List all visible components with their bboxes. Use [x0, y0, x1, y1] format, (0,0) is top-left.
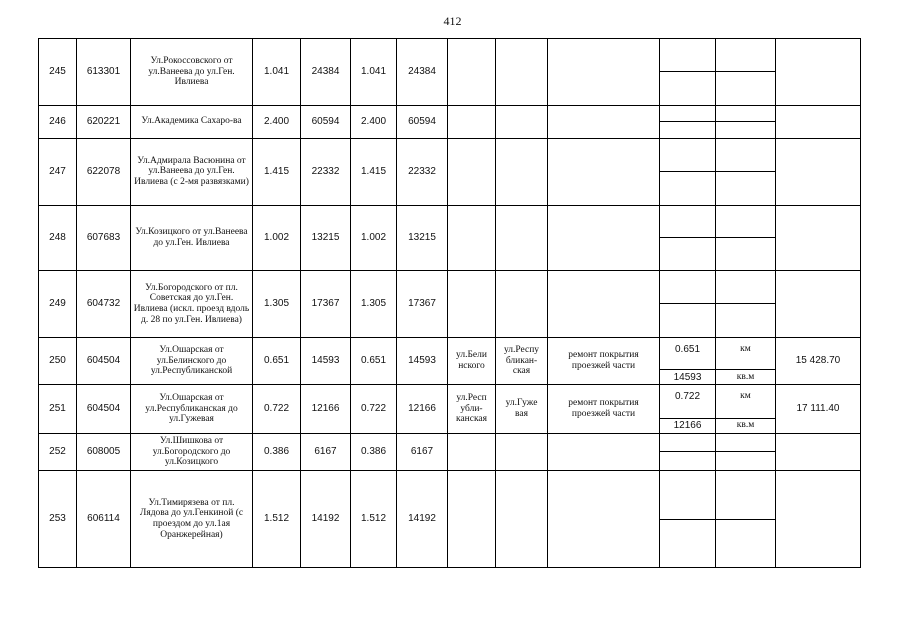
cost-cell: [776, 138, 861, 205]
quantity-top: [660, 434, 715, 453]
road-code-cell: 604504: [77, 337, 131, 384]
area-total-cell: 22332: [301, 138, 351, 205]
section-to-cell: [496, 105, 548, 138]
unit-top: [716, 206, 775, 239]
road-code-cell: 613301: [77, 39, 131, 106]
unit-bottom: [716, 520, 775, 567]
section-to-cell: [496, 271, 548, 338]
road-code-cell: 608005: [77, 433, 131, 470]
row-number-cell: 249: [39, 271, 77, 338]
length-total-cell: 0.386: [253, 433, 301, 470]
work-type-cell: ремонт покрытия проезжей части: [548, 385, 660, 433]
section-to-cell: ул.Респу бликан-ская: [496, 337, 548, 384]
quantity-cell: [660, 433, 716, 470]
road-name-cell: Ул.Тимирязева от пл. Лядова до ул.Генкиной (с проездом до ул.1ая Оранжерейная): [131, 471, 253, 568]
length-municipal-cell: 1.512: [351, 471, 397, 568]
section-to-cell: [496, 471, 548, 568]
row-number-cell: 252: [39, 433, 77, 470]
road-name-cell: Ул.Ошарская от ул.Республиканская до ул.Гужевая: [131, 385, 253, 433]
quantity-bottom: [660, 172, 715, 204]
table-row: [39, 205, 861, 271]
unit-bottom: [716, 122, 775, 138]
road-code-cell: 620221: [77, 105, 131, 138]
row-number-cell: 247: [39, 138, 77, 205]
quantity-cell: [660, 337, 716, 384]
area-municipal-cell: 14192: [397, 471, 448, 568]
road-name-cell: Ул.Рокоссовского от ул.Ванеева до ул.Ген. Ивлиева: [131, 39, 253, 106]
quantity-cell: [660, 105, 716, 138]
area-municipal-cell: 22332: [397, 138, 448, 205]
table-row: [39, 471, 861, 568]
road-code-cell: 606114: [77, 471, 131, 568]
page-number: 412: [443, 14, 462, 28]
length-municipal-cell: 2.400: [351, 105, 397, 138]
work-type-cell: [548, 271, 660, 338]
unit-cell: [716, 433, 776, 470]
quantity-cell: [660, 385, 716, 433]
unit-top: км: [716, 385, 775, 418]
cost-cell: [776, 105, 861, 138]
table-row: [39, 385, 861, 433]
area-total-cell: 13215: [301, 205, 351, 271]
work-type-cell: ремонт покрытия проезжей части: [548, 337, 660, 384]
unit-cell: [716, 105, 776, 138]
area-total-cell: 6167: [301, 433, 351, 470]
unit-top: км: [716, 338, 775, 370]
section-from-cell: [448, 471, 496, 568]
work-type-cell: [548, 433, 660, 470]
road-name-cell: Ул.Академика Сахаро-ва: [131, 105, 253, 138]
quantity-bottom: [660, 72, 715, 104]
work-type-cell: [548, 105, 660, 138]
length-municipal-cell: 1.002: [351, 205, 397, 271]
road-code-cell: 607683: [77, 205, 131, 271]
area-municipal-cell: 13215: [397, 205, 448, 271]
area-total-cell: 12166: [301, 385, 351, 433]
length-total-cell: 1.415: [253, 138, 301, 205]
section-from-cell: [448, 138, 496, 205]
quantity-top: [660, 106, 715, 123]
roads-table: [38, 38, 861, 568]
row-number-cell: 246: [39, 105, 77, 138]
section-to-cell: [496, 205, 548, 271]
road-name-cell: Ул.Шишкова от ул.Богородского до ул.Козицкого: [131, 433, 253, 470]
unit-top: [716, 434, 775, 453]
unit-bottom: [716, 452, 775, 470]
work-type-cell: [548, 205, 660, 271]
unit-top: [716, 471, 775, 519]
length-total-cell: 1.002: [253, 205, 301, 271]
quantity-top: 0.651: [660, 338, 715, 370]
table-row: [39, 138, 861, 205]
row-number-cell: 251: [39, 385, 77, 433]
unit-top: [716, 39, 775, 72]
table-row: [39, 271, 861, 338]
work-type-cell: [548, 138, 660, 205]
length-total-cell: 0.651: [253, 337, 301, 384]
unit-cell: [716, 271, 776, 338]
quantity-top: [660, 139, 715, 172]
section-to-cell: [496, 433, 548, 470]
length-municipal-cell: 0.386: [351, 433, 397, 470]
row-number-cell: 245: [39, 39, 77, 106]
unit-cell: [716, 337, 776, 384]
section-from-cell: ул.Респ убли-канская: [448, 385, 496, 433]
length-municipal-cell: 1.041: [351, 39, 397, 106]
unit-cell: [716, 138, 776, 205]
road-name-cell: Ул.Богородского от пл. Советская до ул.Ген. Ивлиева (искл. проезд вдоль д. 28 по ул.Ген. Ивлиева): [131, 271, 253, 338]
cost-cell: [776, 205, 861, 271]
length-total-cell: 1.041: [253, 39, 301, 106]
unit-top: [716, 271, 775, 304]
unit-bottom: [716, 172, 775, 204]
road-name-cell: Ул.Адмирала Васюнина от ул.Ванеева до ул.Ген. Ивлиева (с 2-мя развязками): [131, 138, 253, 205]
length-total-cell: 2.400: [253, 105, 301, 138]
quantity-top: [660, 471, 715, 519]
row-number-cell: 248: [39, 205, 77, 271]
table-row: [39, 337, 861, 384]
quantity-cell: [660, 39, 716, 106]
quantity-top: [660, 39, 715, 72]
quantity-bottom: [660, 452, 715, 470]
unit-cell: [716, 471, 776, 568]
length-municipal-cell: 0.722: [351, 385, 397, 433]
table-body: [39, 39, 861, 568]
unit-top: [716, 106, 775, 123]
quantity-bottom: [660, 520, 715, 567]
quantity-bottom: [660, 304, 715, 336]
cost-cell: [776, 271, 861, 338]
unit-bottom: [716, 304, 775, 336]
area-total-cell: 24384: [301, 39, 351, 106]
section-from-cell: [448, 205, 496, 271]
length-total-cell: 1.305: [253, 271, 301, 338]
road-name-cell: Ул.Козицкого от ул.Ванеева до ул.Ген. Ивлиева: [131, 205, 253, 271]
section-to-cell: [496, 138, 548, 205]
quantity-top: [660, 206, 715, 239]
area-municipal-cell: 12166: [397, 385, 448, 433]
unit-bottom: кв.м: [736, 371, 755, 382]
row-number-cell: 253: [39, 471, 77, 568]
cost-cell: [776, 471, 861, 568]
length-municipal-cell: 1.305: [351, 271, 397, 338]
quantity-cell: [660, 205, 716, 271]
unit-bottom: [716, 238, 775, 270]
road-code-cell: 604504: [77, 385, 131, 433]
quantity-top: 0.722: [660, 385, 715, 418]
work-type-cell: [548, 39, 660, 106]
area-total-cell: 14593: [301, 337, 351, 384]
area-municipal-cell: 14593: [397, 337, 448, 384]
quantity-cell: [660, 138, 716, 205]
area-municipal-cell: 6167: [397, 433, 448, 470]
quantity-bottom: [660, 238, 715, 270]
cost-cell: 17 111.40: [776, 385, 861, 433]
unit-cell: [716, 205, 776, 271]
section-from-cell: [448, 39, 496, 106]
quantity-cell: [660, 271, 716, 338]
area-total-cell: 60594: [301, 105, 351, 138]
area-municipal-cell: 17367: [397, 271, 448, 338]
section-from-cell: ул.Бели нского: [448, 337, 496, 384]
quantity-bottom: 12166: [673, 420, 702, 432]
area-municipal-cell: 24384: [397, 39, 448, 106]
road-name-cell: Ул.Ошарская от ул.Белинского до ул.Республиканской: [131, 337, 253, 384]
section-from-cell: [448, 271, 496, 338]
unit-cell: [716, 39, 776, 106]
cost-cell: [776, 39, 861, 106]
road-code-cell: 622078: [77, 138, 131, 205]
section-from-cell: [448, 433, 496, 470]
section-to-cell: ул.Гуже вая: [496, 385, 548, 433]
length-total-cell: 1.512: [253, 471, 301, 568]
unit-bottom: кв.м: [736, 420, 755, 431]
area-municipal-cell: 60594: [397, 105, 448, 138]
quantity-top: [660, 271, 715, 304]
work-type-cell: [548, 471, 660, 568]
area-total-cell: 14192: [301, 471, 351, 568]
unit-top: [716, 139, 775, 172]
quantity-bottom: [660, 122, 715, 138]
quantity-cell: [660, 471, 716, 568]
length-total-cell: 0.722: [253, 385, 301, 433]
section-to-cell: [496, 39, 548, 106]
length-municipal-cell: 1.415: [351, 138, 397, 205]
area-total-cell: 17367: [301, 271, 351, 338]
cost-cell: [776, 433, 861, 470]
section-from-cell: [448, 105, 496, 138]
cost-cell: 15 428.70: [776, 337, 861, 384]
length-municipal-cell: 0.651: [351, 337, 397, 384]
table-row: [39, 433, 861, 470]
table-row: [39, 105, 861, 138]
row-number-cell: 250: [39, 337, 77, 384]
table-row: [39, 39, 861, 106]
unit-cell: [716, 385, 776, 433]
quantity-bottom: 14593: [673, 371, 702, 383]
road-code-cell: 604732: [77, 271, 131, 338]
unit-bottom: [716, 72, 775, 104]
